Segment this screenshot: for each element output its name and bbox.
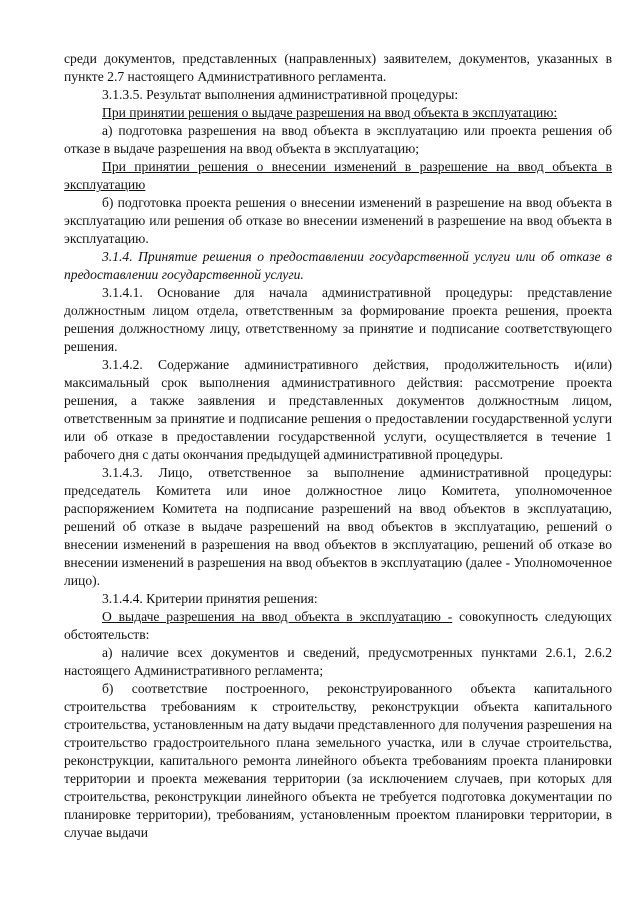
- paragraph-3-1-4-1: 3.1.4.1. Основание для начала административной процедуры: представление должностным лицом отдела, ответственным за формирование проекта решения, проекта решения должностному лицу, ответственному за принятие и подписание соответствующего решения.: [64, 285, 612, 354]
- criteria-rest: совокупность следующих обстоятельств:: [64, 609, 612, 642]
- section-heading-3-1-4: 3.1.4. Принятие решения о предоставлении государственной услуги или об отказе в предоставлении государственной услуги.: [64, 249, 612, 282]
- paragraph-criteria-issue: [64, 608, 612, 644]
- paragraph-criteria-b: б) соответствие построенного, реконструированного объекта капитального строительства требованиям к строительству, реконструкции объекта капитального строительства, установленным на дату выдачи представленного для получения разрешения на строительство градостроительного плана земельного участка, или в случае строительства, реконструкции, капитального ремонта линейного объекта требованиям проекта планировки территории и проекта межевания территории (за исключением случаев, при которых для строительства, реконструкции линейного объекта не требуется подготовка документации по планировке территории), требованиям, установленным проектом планировки территории, в случае выдачи: [64, 681, 612, 840]
- underlined-heading: При принятии решения о внесении изменений в разрешение на ввод объекта в эксплуатацию: [64, 159, 612, 192]
- document-page: [64, 50, 612, 842]
- paragraph-amend-permit-heading: [64, 158, 612, 194]
- paragraph-3-1-3-5: 3.1.3.5. Результат выполнения административной процедуры:: [102, 87, 459, 102]
- paragraph-3-1-4-4: 3.1.4.4. Критерии принятия решения:: [102, 591, 318, 606]
- paragraph-3-1-4-3: 3.1.4.3. Лицо, ответственное за выполнение административной процедуры: председатель Комитета или иное должностное лицо Комитета, уполномоченное распоряжением Комитета на подписание разрешений на ввод объектов в эксплуатацию, решений об отказе в выдаче разрешений на ввод объектов в эксплуатацию, решений о внесении изменений в разрешения на ввод объектов в эксплуатацию, решений об отказе во внесении изменений в разрешения на ввод объектов в эксплуатацию (далее - Уполномоченное лицо).: [64, 465, 612, 588]
- paragraph-item-b: б) подготовка проекта решения о внесении изменений в разрешение на ввод объекта в эксплуатацию или решения об отказе во внесении изменений в разрешение на ввод объекта в эксплуатацию.: [64, 195, 612, 246]
- underlined-lead: О выдаче разрешения на ввод объекта в эксплуатацию -: [102, 609, 453, 624]
- paragraph-issue-permit-heading: [64, 104, 612, 122]
- paragraph-3-1-4-2: 3.1.4.2. Содержание административного действия, продолжительность и(или) максимальный срок выполнения административного действия: рассмотрение проекта решения, а также заявления и представленных документов должностным лицом, ответственным за принятие и подписание решения о предоставлении государственной услуги или об отказе в предоставлении государственной услуги, осуществляется в течение 1 рабочего дня с даты окончания предыдущей административной процедуры.: [64, 357, 612, 462]
- underlined-heading: При принятии решения о выдаче разрешения на ввод объекта в эксплуатацию:: [102, 105, 558, 120]
- paragraph-continuation: среди документов, представленных (направленных) заявителем, документов, указанных в пункте 2.7 настоящего Административного регламента.: [64, 51, 612, 84]
- paragraph-criteria-a: а) наличие всех документов и сведений, предусмотренных пунктами 2.6.1, 2.6.2 настоящего Административного регламента;: [64, 645, 612, 678]
- paragraph-item-a: а) подготовка разрешения на ввод объекта в эксплуатацию или проекта решения об отказе в выдаче разрешения на ввод объекта в эксплуатацию;: [64, 123, 612, 156]
